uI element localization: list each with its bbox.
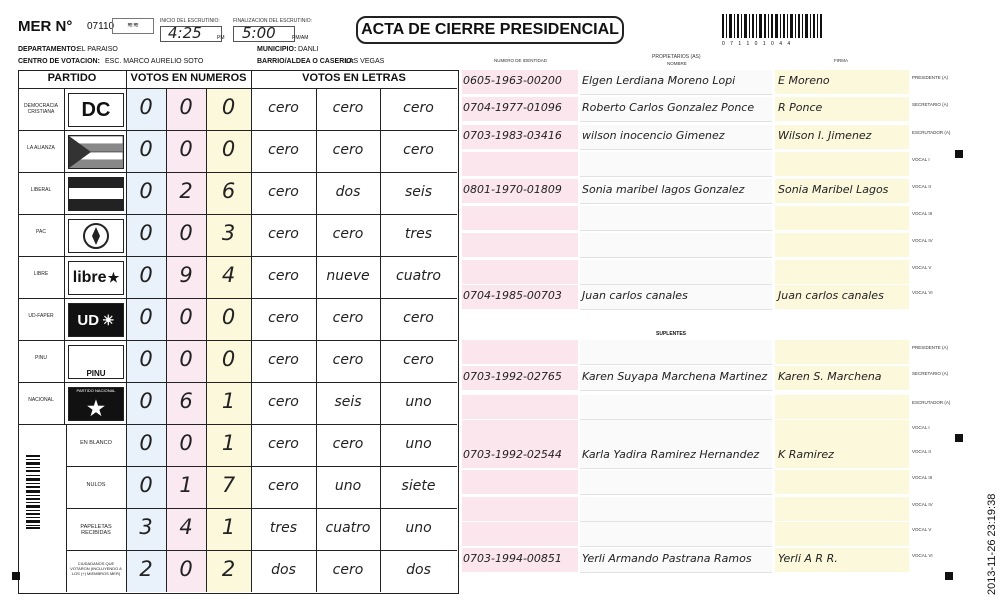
member-name: wilson inocencio Gimenez — [582, 129, 725, 142]
parties-digit: 0 — [139, 179, 153, 203]
member-id: 0703-1983-03416 — [463, 129, 562, 142]
member-role: VOCAL IV — [912, 502, 933, 507]
member-role: VOCAL I — [912, 425, 930, 430]
name-cell — [580, 152, 772, 177]
summary-word: cero — [332, 436, 364, 452]
summary-digit: 1 — [179, 473, 193, 497]
signature-cell — [775, 340, 909, 364]
id-cell — [462, 522, 578, 546]
electoral-logo-icon: ≋≋ — [112, 18, 154, 34]
parties-word: tres — [404, 226, 433, 242]
summary-word: cero — [268, 436, 299, 452]
id-cell — [462, 233, 578, 257]
grid-line — [66, 424, 67, 592]
name-cell — [580, 522, 772, 547]
parties-digit: 0 — [139, 263, 153, 287]
party-name: UD-FAPER — [28, 313, 54, 319]
summary-word: uno — [405, 436, 432, 452]
party-logo-icon — [68, 261, 124, 295]
parties-digit: 0 — [221, 347, 236, 371]
header-letras: VOTOS EN LETRAS — [302, 72, 406, 84]
name-cell — [580, 233, 772, 258]
party-logo-icon — [68, 219, 124, 253]
party-name: PAC — [36, 229, 46, 235]
id-cell — [462, 152, 578, 176]
signature-cell — [775, 420, 909, 444]
grid-line — [380, 88, 381, 592]
registration-mark — [12, 572, 20, 580]
star-icon: ★ — [87, 398, 105, 420]
member-role: SECRETARIO (A) — [912, 102, 949, 107]
registration-mark — [955, 434, 963, 442]
mer-number: 07110 — [87, 21, 115, 32]
member-role: ESCRUTADOR (A) — [912, 130, 951, 135]
party-logo-text: PARTIDO NACIONAL — [76, 388, 116, 393]
summary-digit: 0 — [139, 473, 153, 497]
col-id-header: NUMERO DE IDENTIDAD — [494, 58, 548, 63]
parties-word: seis — [334, 394, 362, 410]
fin-unit: PM/AM — [292, 35, 309, 41]
registration-mark — [945, 572, 953, 580]
member-role: VOCAL III — [912, 475, 933, 480]
parties-word: cero — [268, 394, 299, 410]
summary-digit: 3 — [139, 515, 153, 539]
member-id: 0703-1994-00851 — [463, 552, 562, 565]
summary-word: dos — [271, 562, 296, 578]
member-id: 0605-1963-00200 — [463, 74, 562, 87]
parties-digit: 2 — [179, 179, 193, 203]
col-owner-header: PROPIETARIOS (AS) — [652, 54, 701, 60]
party-name: NACIONAL — [28, 397, 54, 403]
parties-digit: 0 — [139, 347, 153, 371]
party-logo-icon — [68, 303, 124, 337]
summary-digit: 0 — [139, 431, 153, 455]
scan-date-stamp: 2013-11-26 23:19:38 — [986, 493, 998, 595]
grid-line — [316, 88, 317, 592]
parties-digit: 0 — [139, 221, 153, 245]
grid-line — [18, 340, 457, 341]
id-cell — [462, 420, 578, 444]
summary-word: uno — [334, 478, 362, 494]
member-signature: E Moreno — [778, 74, 830, 87]
member-role: PRESIDENTE (A) — [912, 75, 949, 80]
id-cell — [462, 206, 578, 230]
id-cell — [462, 260, 578, 284]
parties-word: cero — [268, 142, 299, 158]
party-name: LIBERAL — [30, 187, 52, 193]
summary-digit: 0 — [179, 431, 193, 455]
summary-word: dos — [406, 562, 431, 578]
parties-word: cero — [268, 310, 299, 326]
parties-digit: 0 — [139, 305, 153, 329]
parties-word: cero — [403, 100, 434, 116]
party-logo-icon — [68, 93, 124, 127]
vertical-barcode-icon — [26, 455, 40, 529]
member-role: SECRETARIO (A) — [912, 371, 949, 376]
id-cell — [462, 340, 578, 364]
departamento-value: EL PARAISO — [77, 46, 118, 53]
name-cell — [580, 260, 772, 285]
parties-digit: 6 — [179, 389, 193, 413]
grid-line — [66, 550, 457, 551]
parties-word: cero — [268, 184, 299, 200]
member-signature: Sonia Maribel Lagos — [778, 183, 889, 196]
member-id: 0801-1970-01809 — [463, 183, 562, 196]
name-cell — [580, 395, 772, 420]
summary-digit: 2 — [139, 557, 153, 581]
grid-line — [18, 130, 457, 131]
summary-word: cuatro — [325, 520, 371, 536]
summary-digit: 1 — [221, 431, 236, 455]
member-signature: Karen S. Marchena — [778, 370, 882, 383]
member-role: VOCAL VI — [912, 553, 933, 558]
summary-word: tres — [269, 520, 298, 536]
member-role: VOCAL V — [912, 527, 932, 532]
member-role: VOCAL II — [912, 184, 931, 189]
member-id: 0704-1985-00703 — [463, 289, 562, 302]
party-logo-text: PINU — [86, 369, 106, 378]
grid-line — [18, 382, 457, 383]
municipio-value: DANLI — [298, 46, 319, 53]
party-logo-icon — [68, 387, 124, 421]
departamento-label: DEPARTAMENTO: — [18, 46, 79, 53]
member-name: Roberto Carlos Gonzalez Ponce — [582, 101, 755, 114]
barcode-icon — [722, 14, 822, 38]
member-id: 0703-1992-02544 — [463, 448, 562, 461]
party-logo-text: libre — [72, 269, 107, 286]
parties-word: cuatro — [396, 268, 441, 284]
member-role: VOCAL VI — [912, 290, 933, 295]
summary-word: cero — [268, 478, 299, 494]
signature-cell — [775, 395, 909, 419]
summary-label: PAPELETAS RECIBIDAS — [80, 524, 112, 536]
party-name: PINU — [35, 355, 47, 361]
parties-digit: 0 — [139, 137, 153, 161]
signature-cell — [775, 497, 909, 521]
parties-digit: 0 — [179, 347, 193, 371]
header-partido: PARTIDO — [47, 72, 97, 84]
parties-digit: 0 — [221, 95, 236, 119]
name-cell — [580, 497, 772, 522]
col-sign-header: FIRMA — [834, 58, 848, 63]
parties-word: cero — [332, 226, 364, 242]
parties-digit: 6 — [221, 179, 236, 203]
parties-word: cero — [268, 352, 299, 368]
name-cell — [580, 470, 772, 495]
document-title: ACTA DE CIERRE PRESIDENCIAL — [356, 16, 624, 44]
id-cell — [462, 470, 578, 494]
sun-icon: ☀ — [102, 311, 115, 328]
grid-line — [18, 424, 457, 425]
summary-word: uno — [405, 520, 432, 536]
member-name: Karla Yadira Ramirez Hernandez — [582, 448, 760, 461]
parties-word: cero — [403, 142, 434, 158]
grid-line — [66, 508, 457, 509]
parties-digit: 1 — [221, 389, 236, 413]
member-id: 0703-1992-02765 — [463, 370, 562, 383]
member-name: Sonia maribel lagos Gonzalez — [582, 183, 745, 196]
party-name: DEMOCRACIA CRISTIANA — [24, 103, 58, 115]
parties-word: cero — [403, 310, 434, 326]
header-numeros: VOTOS EN NUMEROS — [130, 72, 247, 84]
party-logo-icon — [68, 135, 124, 169]
summary-digit: 1 — [221, 515, 236, 539]
party-logo-icon — [68, 345, 124, 379]
signature-cell — [775, 470, 909, 494]
barrio-label: BARRIO/ALDEA O CASERIO: — [257, 58, 354, 65]
summary-label: CIUDADANOS QUE VOTARON (INCLUYENDO A LOS (+) MIEMBROS MER) — [70, 561, 122, 576]
inicio-unit: PM — [217, 35, 225, 41]
parties-digit: 4 — [221, 263, 236, 287]
grid-line — [18, 88, 457, 89]
suplentes-label: SUPLENTES — [656, 331, 687, 337]
party-logo-text: UD — [77, 311, 100, 329]
name-cell — [580, 206, 772, 231]
inicio-value: 4:25 — [168, 24, 202, 42]
name-cell — [580, 340, 772, 365]
signature-cell — [775, 233, 909, 257]
summary-word: cero — [332, 562, 364, 578]
member-signature: Yerli A R R. — [778, 552, 838, 565]
parties-digit: 0 — [179, 221, 193, 245]
summary-word: siete — [401, 478, 436, 494]
parties-word: cero — [332, 310, 364, 326]
member-name: Yerli Armando Pastrana Ramos — [582, 552, 752, 565]
col-name-header: NOMBRE — [667, 61, 687, 66]
parties-digit: 9 — [179, 263, 193, 287]
parties-word: seis — [404, 184, 433, 200]
parties-word: cero — [332, 142, 364, 158]
summary-label: NULOS — [86, 482, 106, 488]
inicio-label: INICIO DEL ESCRUTINIO: — [160, 18, 220, 24]
member-signature: Wilson I. Jimenez — [778, 129, 872, 142]
member-role: PRESIDENTE (A) — [912, 345, 949, 350]
party-logo-text: DC — [81, 98, 111, 121]
parties-word: cero — [332, 352, 364, 368]
barcode-number: 0 7 1 1 0 1 0 4 4 — [722, 41, 793, 47]
mer-label: MER N° — [18, 18, 73, 35]
id-cell — [462, 497, 578, 521]
member-role: VOCAL IV — [912, 238, 933, 243]
summary-digit: 0 — [179, 557, 193, 581]
fin-value: 5:00 — [242, 24, 276, 42]
member-role: VOCAL I — [912, 157, 930, 162]
party-logo-icon — [68, 177, 124, 211]
member-signature: R Ponce — [778, 101, 823, 114]
grid-line — [18, 298, 457, 299]
signature-cell — [775, 152, 909, 176]
name-cell — [580, 420, 772, 445]
parties-digit: 0 — [179, 95, 193, 119]
parties-word: uno — [405, 394, 432, 410]
parties-word: cero — [268, 100, 299, 116]
member-name: Elgen Lerdiana Moreno Lopi — [582, 74, 736, 87]
barrio-value: LAS VEGAS — [345, 58, 385, 65]
parties-word: cero — [268, 268, 299, 284]
centro-value: ESC. MARCO AURELIO SOTO — [105, 58, 204, 65]
member-role: ESCRUTADOR (A) — [912, 400, 951, 405]
parties-digit: 0 — [139, 95, 153, 119]
summary-digit: 4 — [179, 515, 193, 539]
grid-line — [18, 172, 457, 173]
member-signature: K Ramirez — [778, 448, 834, 461]
grid-line — [64, 88, 65, 424]
id-cell — [462, 395, 578, 419]
signature-cell — [775, 260, 909, 284]
summary-digit: 7 — [221, 473, 236, 497]
parties-digit: 0 — [179, 137, 193, 161]
party-name: LA ALIANZA — [27, 145, 55, 151]
registration-mark — [955, 150, 963, 158]
parties-digit: 0 — [139, 389, 153, 413]
grid-line — [66, 466, 457, 467]
member-role: VOCAL III — [912, 211, 933, 216]
member-id: 0704-1977-01096 — [463, 101, 562, 114]
summary-digit: 2 — [221, 557, 236, 581]
parties-word: cero — [268, 226, 299, 242]
fin-label: FINALIZACION DEL ESCRUTINIO: — [233, 18, 312, 24]
star-icon: ★ — [107, 270, 120, 285]
summary-label: EN BLANCO — [80, 440, 112, 446]
parties-digit: 0 — [221, 137, 236, 161]
parties-word: cero — [403, 352, 434, 368]
signature-cell — [775, 206, 909, 230]
parties-word: cero — [332, 100, 364, 116]
parties-digit: 0 — [179, 305, 193, 329]
parties-word: nueve — [326, 268, 370, 284]
grid-line — [18, 214, 457, 215]
member-name: Juan carlos canales — [582, 289, 688, 302]
party-name: LIBRE — [33, 271, 49, 277]
parties-digit: 0 — [221, 305, 236, 329]
member-role: VOCAL II — [912, 449, 931, 454]
parties-word: dos — [335, 184, 361, 200]
member-name: Karen Suyapa Marchena Martinez — [582, 370, 768, 383]
member-signature: Juan carlos canales — [778, 289, 884, 302]
centro-label: CENTRO DE VOTACION: — [18, 58, 100, 65]
signature-cell — [775, 522, 909, 546]
parties-digit: 3 — [221, 221, 236, 245]
grid-line — [18, 256, 457, 257]
member-role: VOCAL V — [912, 265, 932, 270]
municipio-label: MUNICIPIO: — [257, 46, 297, 53]
